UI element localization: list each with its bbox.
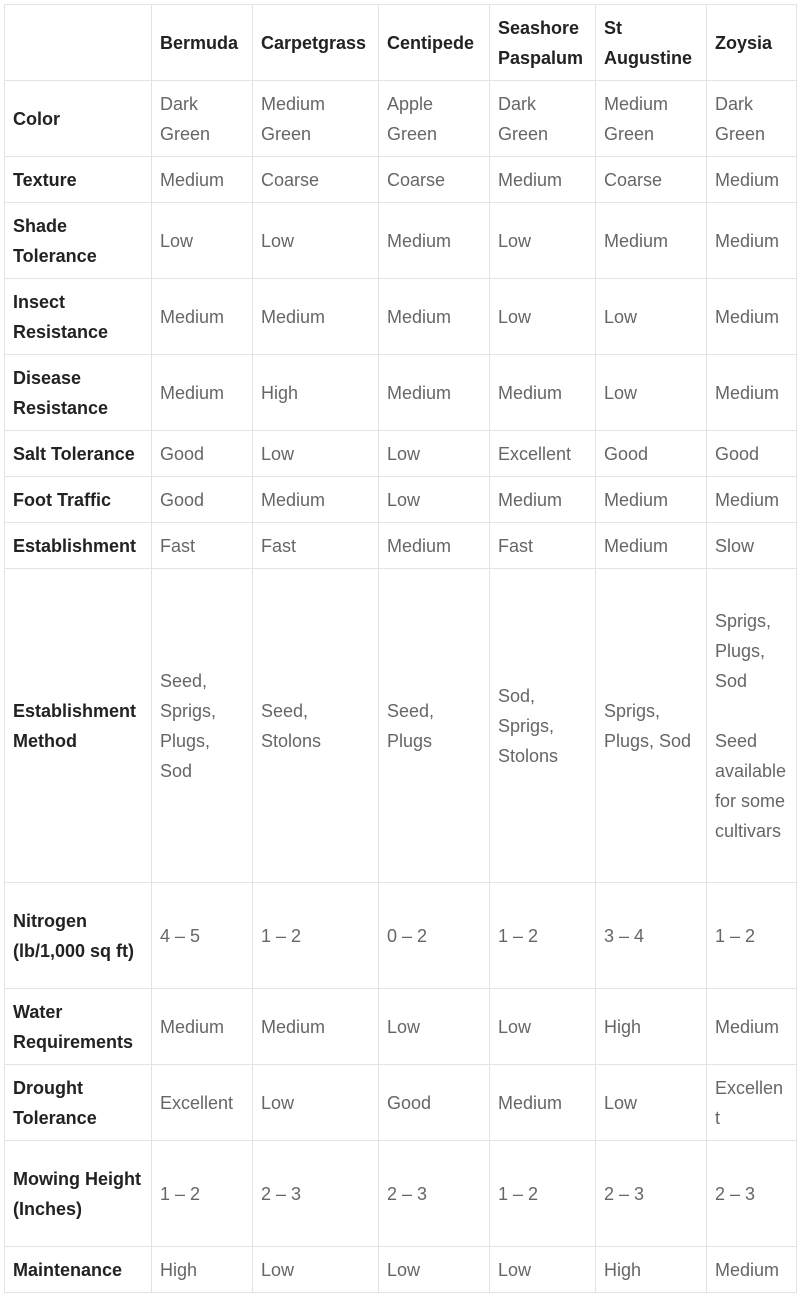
column-header-carpetgrass: Carpetgrass [253, 5, 379, 81]
table-cell: Good [152, 431, 253, 477]
table-cell: Medium [707, 203, 797, 279]
table-header-row [5, 5, 797, 81]
table-cell: High [152, 1247, 253, 1293]
table-cell: Medium [152, 989, 253, 1065]
table-cell: Low [152, 203, 253, 279]
table-corner-cell [5, 5, 152, 81]
row-header-disease-resistance: Disease Resistance [5, 355, 152, 431]
table-cell: 2 – 3 [596, 1141, 707, 1247]
table-cell: Slow [707, 523, 797, 569]
table-cell: Low [379, 1247, 490, 1293]
table-row [5, 81, 797, 157]
table-cell: Medium [253, 989, 379, 1065]
table-cell: Medium [253, 279, 379, 355]
row-header-water-requirements: Water Requirements [5, 989, 152, 1065]
row-header-insect-resistance: Insect Resistance [5, 279, 152, 355]
table-cell: Seed, Stolons [253, 569, 379, 883]
table-cell: Excellent [707, 1065, 797, 1141]
table-cell: Low [379, 431, 490, 477]
row-header-texture: Texture [5, 157, 152, 203]
table-cell: Excellent [152, 1065, 253, 1141]
table-cell: 3 – 4 [596, 883, 707, 989]
table-cell: Low [490, 203, 596, 279]
table-cell: Low [596, 1065, 707, 1141]
table-cell: 2 – 3 [253, 1141, 379, 1247]
table-cell: Medium [707, 355, 797, 431]
column-header-centipede: Centipede [379, 5, 490, 81]
table-row [5, 989, 797, 1065]
table-cell: 1 – 2 [253, 883, 379, 989]
table-row [5, 157, 797, 203]
table-cell: Low [253, 1065, 379, 1141]
table-cell: Medium [379, 203, 490, 279]
table-cell: Sprigs, Plugs, Sod [596, 569, 707, 883]
table-cell: Medium Green [596, 81, 707, 157]
table-cell: Medium [152, 355, 253, 431]
column-header-zoysia: Zoysia [707, 5, 797, 81]
table-cell: Low [596, 279, 707, 355]
table-cell: 1 – 2 [490, 883, 596, 989]
row-header-nitrogen-lb-1-000-sq-ft: Nitrogen (lb/1,000 sq ft) [5, 883, 152, 989]
row-header-establishment-method: Establishment Method [5, 569, 152, 883]
table-row [5, 1141, 797, 1247]
table-row [5, 569, 797, 883]
table-cell: 0 – 2 [379, 883, 490, 989]
table-cell: Low [253, 431, 379, 477]
table-cell: Coarse [596, 157, 707, 203]
table-cell: 1 – 2 [490, 1141, 596, 1247]
table-cell: Fast [253, 523, 379, 569]
table-row [5, 203, 797, 279]
table-cell: Medium [490, 355, 596, 431]
table-row [5, 1065, 797, 1141]
table-cell: Medium [707, 477, 797, 523]
table-cell: Medium [379, 355, 490, 431]
table-cell: Sod, Sprigs, Stolons [490, 569, 596, 883]
column-header-bermuda: Bermuda [152, 5, 253, 81]
table-cell: High [253, 355, 379, 431]
table-cell: 2 – 3 [379, 1141, 490, 1247]
table-cell: Seed, Sprigs, Plugs, Sod [152, 569, 253, 883]
table-cell: 4 – 5 [152, 883, 253, 989]
table-cell: Seed, Plugs [379, 569, 490, 883]
table-cell: Medium [490, 157, 596, 203]
table-cell: Medium [707, 157, 797, 203]
table-cell: Coarse [253, 157, 379, 203]
table-cell: Medium [379, 523, 490, 569]
table-cell: 1 – 2 [707, 883, 797, 989]
table-row [5, 477, 797, 523]
table-row [5, 279, 797, 355]
table-cell: Medium Green [253, 81, 379, 157]
table-cell: Low [253, 1247, 379, 1293]
table-cell: Good [596, 431, 707, 477]
table-cell: Dark Green [152, 81, 253, 157]
row-header-color: Color [5, 81, 152, 157]
table-cell: Medium [253, 477, 379, 523]
table-cell: Coarse [379, 157, 490, 203]
column-header-st-augustine: St Augustine [596, 5, 707, 81]
table-cell: Medium [490, 477, 596, 523]
row-header-salt-tolerance: Salt Tolerance [5, 431, 152, 477]
row-header-establishment: Establishment [5, 523, 152, 569]
table-cell: Sprigs, Plugs, Sod Seed available for some cultivars [707, 569, 797, 883]
table-cell: High [596, 1247, 707, 1293]
column-header-seashore-paspalum: Seashore Paspalum [490, 5, 596, 81]
grass-comparison-table [4, 4, 797, 1293]
table-cell: Low [490, 279, 596, 355]
table-cell: Fast [490, 523, 596, 569]
table-cell: Medium [707, 989, 797, 1065]
table-cell: Fast [152, 523, 253, 569]
table-cell: Medium [596, 203, 707, 279]
row-header-drought-tolerance: Drought Tolerance [5, 1065, 152, 1141]
row-header-shade-tolerance: Shade Tolerance [5, 203, 152, 279]
table-body [5, 81, 797, 1293]
table-row [5, 523, 797, 569]
table-cell: Low [596, 355, 707, 431]
table-cell: Low [379, 989, 490, 1065]
table-cell: Good [152, 477, 253, 523]
table-cell: Dark Green [490, 81, 596, 157]
table-cell: 2 – 3 [707, 1141, 797, 1247]
table-cell: Good [707, 431, 797, 477]
table-cell: Medium [707, 279, 797, 355]
table-cell: Medium [379, 279, 490, 355]
table-cell: Apple Green [379, 81, 490, 157]
table-cell: Low [490, 989, 596, 1065]
table-cell: Medium [707, 1247, 797, 1293]
row-header-foot-traffic: Foot Traffic [5, 477, 152, 523]
table-cell: Medium [596, 477, 707, 523]
table-cell: High [596, 989, 707, 1065]
table-cell: Medium [152, 279, 253, 355]
table-cell: Low [253, 203, 379, 279]
table-cell: Low [490, 1247, 596, 1293]
table-cell: Medium [490, 1065, 596, 1141]
table-cell: Good [379, 1065, 490, 1141]
table-row [5, 883, 797, 989]
row-header-maintenance: Maintenance [5, 1247, 152, 1293]
table-row [5, 431, 797, 477]
table-cell: Dark Green [707, 81, 797, 157]
row-header-mowing-height-inches: Mowing Height (Inches) [5, 1141, 152, 1247]
table-cell: Medium [152, 157, 253, 203]
table-row [5, 355, 797, 431]
table-row [5, 1247, 797, 1293]
table-cell: Low [379, 477, 490, 523]
table-cell: Excellent [490, 431, 596, 477]
table-cell: 1 – 2 [152, 1141, 253, 1247]
table-cell: Medium [596, 523, 707, 569]
